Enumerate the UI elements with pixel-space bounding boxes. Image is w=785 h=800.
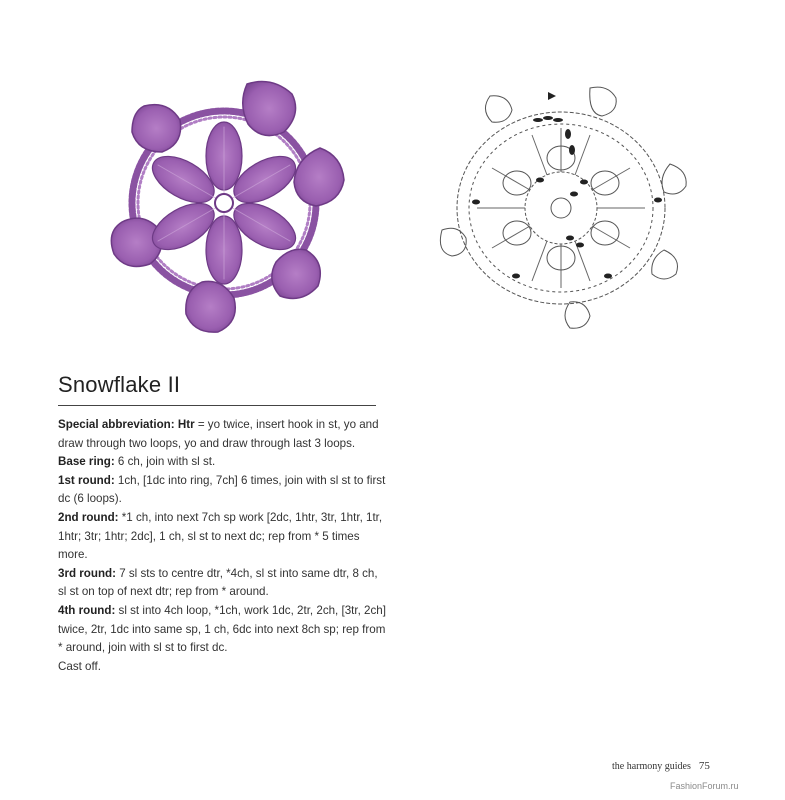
page-number: 75 xyxy=(698,760,710,772)
special-abbreviation-text: = yo twice, insert hook in st, yo and draw through two loops, yo and draw through last 3 loops. xyxy=(58,418,379,450)
book-title: the harmony guides xyxy=(612,761,691,772)
round-3 xyxy=(58,565,388,602)
title-divider xyxy=(58,405,376,406)
special-abbreviation-label: Special abbreviation: Htr xyxy=(58,418,195,431)
round-1-text: 1ch, [1dc into ring, 7ch] 6 times, join with sl st to first dc (6 loops). xyxy=(58,473,386,506)
round-2-label: 2nd round: xyxy=(58,510,119,524)
cast-off: Cast off. xyxy=(58,659,101,673)
round-4-label: 4th round: xyxy=(58,603,116,617)
round-3-label: 3rd round: xyxy=(58,566,116,580)
round-3-text: 7 sl sts to centre dtr, *4ch, sl st into same dtr, 8 ch, sl st on top of next dtr; rep from * around. xyxy=(58,566,378,599)
pattern-instructions xyxy=(58,416,388,676)
round-4-text: sl st into 4ch loop, *1ch, work 1dc, 2tr, 2ch, [3tr, 2ch] twice, 2tr, 1dc into same sp, 1 ch, 6dc into next 8ch sp; rep from * around, join with sl st to first dc. xyxy=(58,603,386,655)
round-2 xyxy=(58,509,388,565)
watermark: FashionForum.ru xyxy=(670,781,739,791)
special-abbreviation xyxy=(58,416,388,453)
crochet-chart-diagram xyxy=(420,80,702,332)
round-1-label: 1st round: xyxy=(58,473,115,487)
base-ring-text: 6 ch, join with sl st. xyxy=(114,455,216,469)
base-ring-label: Base ring: xyxy=(58,455,115,469)
base-ring xyxy=(58,453,388,472)
snowflake-motif-photo xyxy=(92,72,357,334)
page-footer xyxy=(612,760,710,772)
round-4 xyxy=(58,602,388,658)
pattern-title: Snowflake II xyxy=(58,372,181,397)
round-2-text: *1 ch, into next 7ch sp work [2dc, 1htr, 3tr, 1htr, 1tr, 1htr; 3tr; 1htr; 2dc], 1 ch, sl st to next dc; rep from * 5 times more. xyxy=(58,510,383,562)
round-1 xyxy=(58,472,388,509)
